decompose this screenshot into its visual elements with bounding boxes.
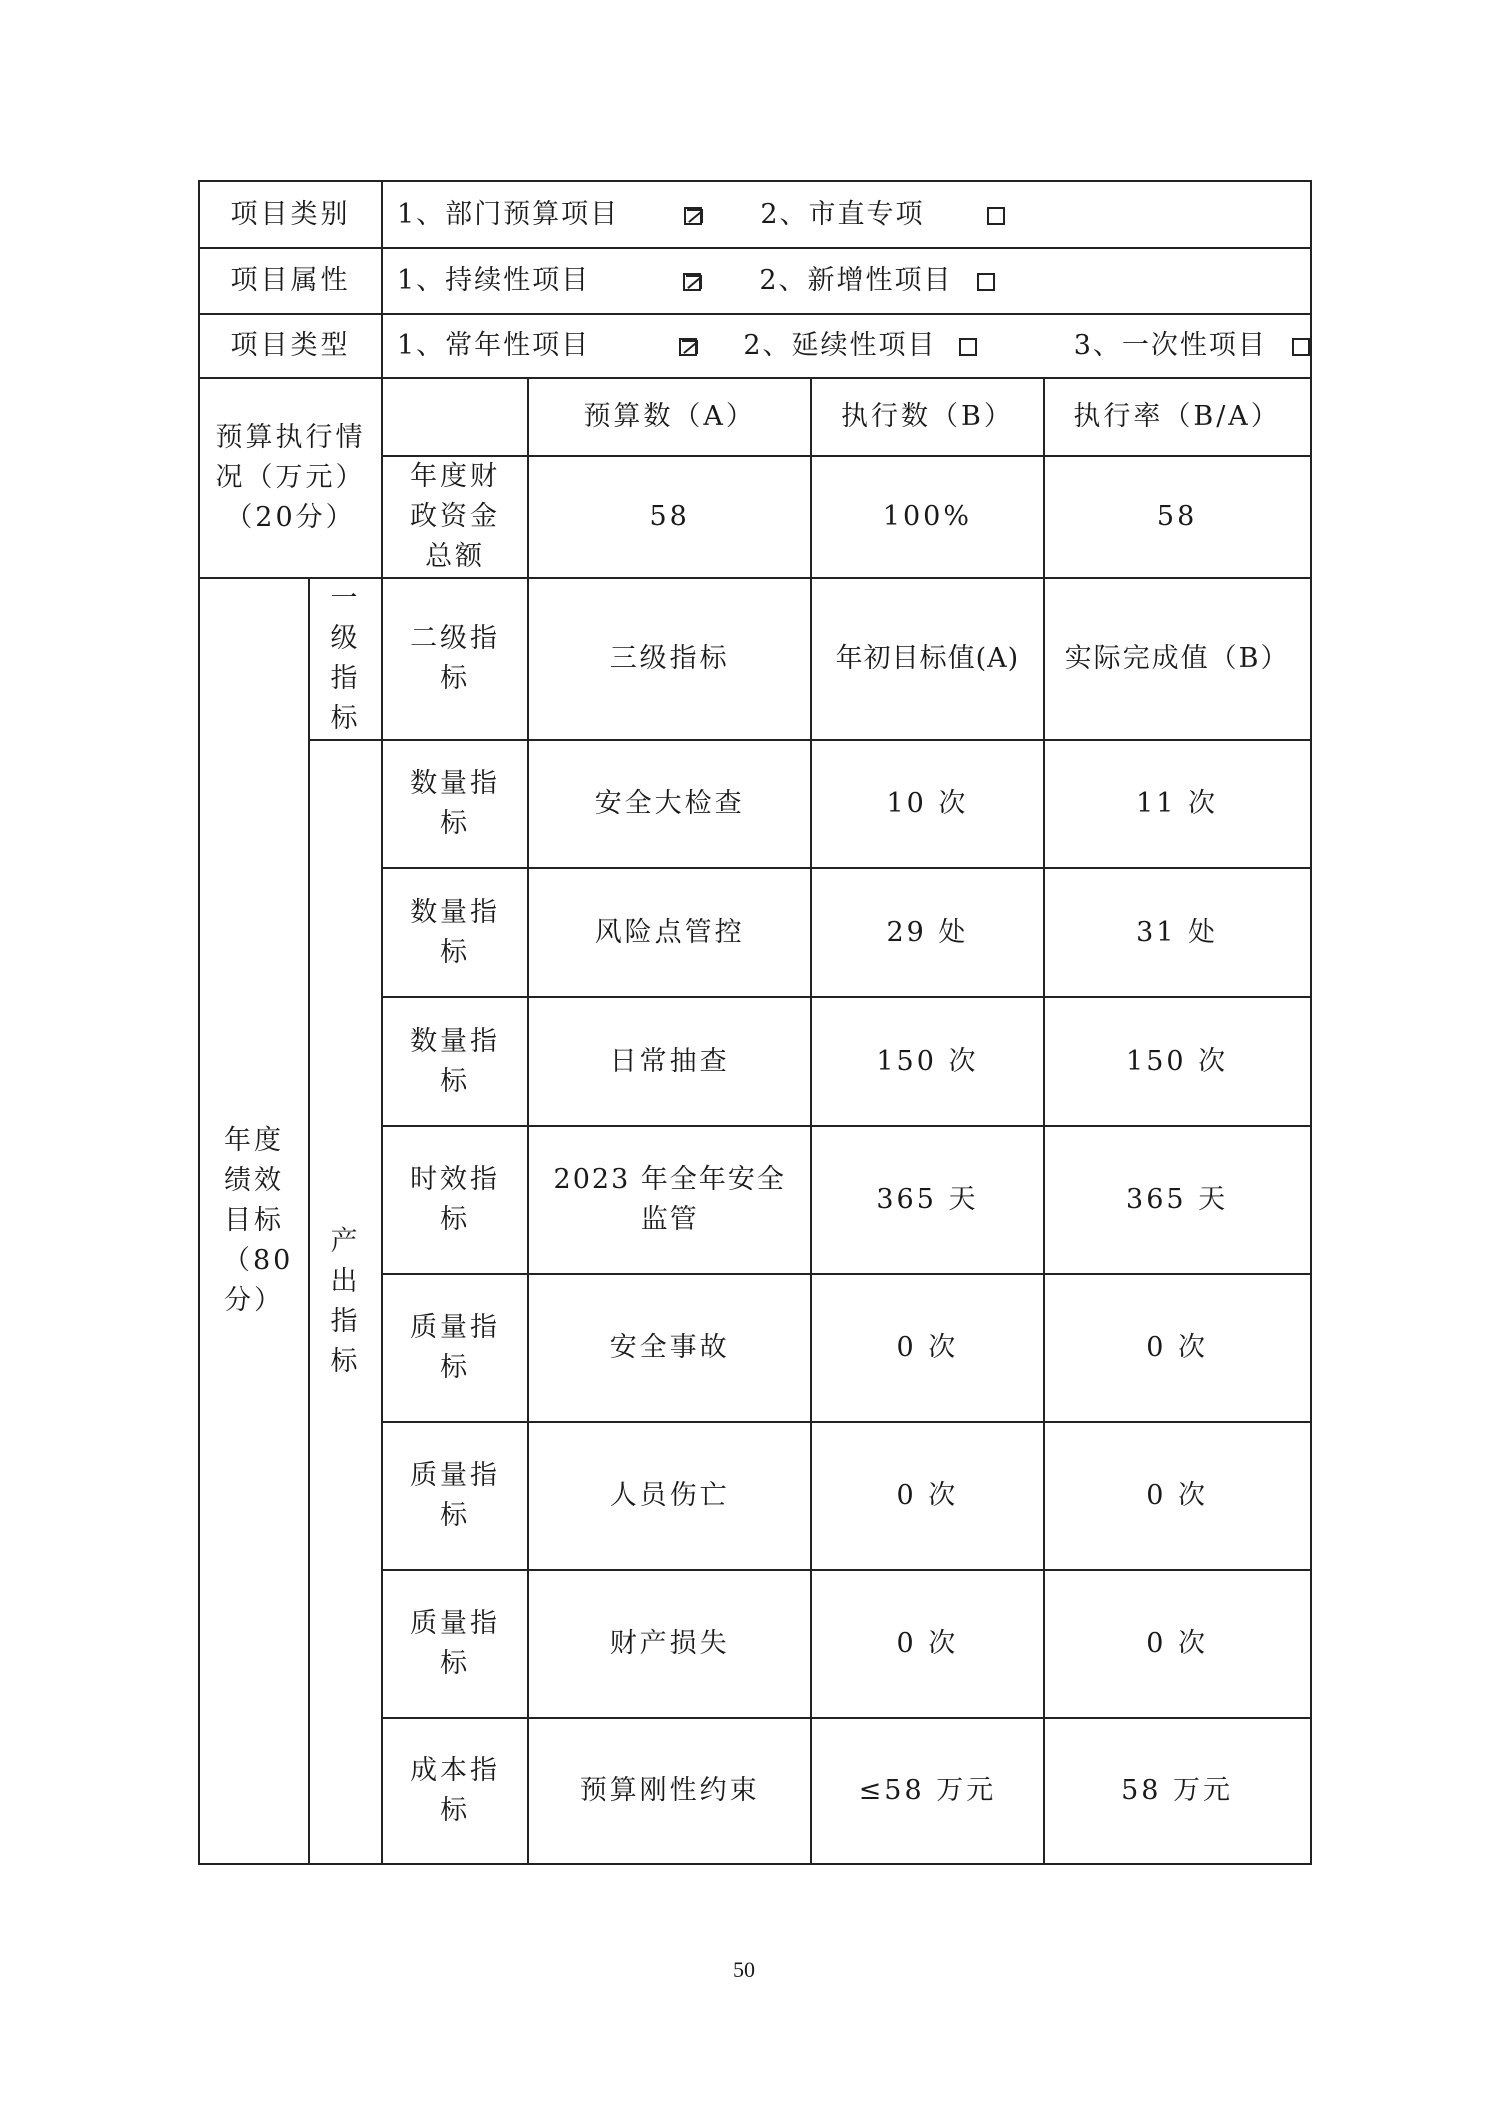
level3-cell: 预算刚性约束: [528, 1718, 811, 1864]
page-number: 50: [733, 1957, 755, 1982]
option-text: 3、一次性项目: [1073, 330, 1267, 361]
level3-cell: 风险点管控: [528, 868, 811, 997]
actual-cell: 365 天: [1044, 1126, 1311, 1274]
level2-cell: 成本指标: [382, 1718, 528, 1864]
level3-cell: 2023 年全年安全监管: [528, 1126, 811, 1274]
budget-value-b: 100%: [811, 456, 1043, 578]
performance-section-label: 年度绩效目标（80分）: [199, 578, 309, 1864]
actual-header: 实际完成值（B）: [1044, 578, 1311, 740]
performance-table: [198, 180, 1312, 1865]
level2-cell: 数量指标: [382, 868, 528, 997]
project-type-options: [382, 314, 1311, 378]
level3-cell: 日常抽查: [528, 997, 811, 1126]
budget-value-rate: 58: [1044, 456, 1311, 578]
checkbox-empty-icon[interactable]: [977, 273, 995, 291]
project-category-options: [382, 181, 1311, 248]
budget-header-a: 预算数（A）: [528, 378, 811, 456]
project-attribute-options: [382, 248, 1311, 314]
level3-cell: 财产损失: [528, 1570, 811, 1718]
level2-cell: 质量指标: [382, 1274, 528, 1422]
target-cell: 0 次: [811, 1274, 1043, 1422]
project-type-label: 项目类型: [199, 314, 382, 378]
target-cell: 150 次: [811, 997, 1043, 1126]
budget-section-label: [199, 378, 382, 578]
option-text: 2、延续性项目: [743, 330, 937, 361]
level1-value: 产出指标: [309, 740, 382, 1864]
level2-header: 二级指标: [382, 578, 528, 740]
target-cell: 10 次: [811, 740, 1043, 868]
checkbox-empty-icon[interactable]: [1292, 338, 1310, 356]
option-text: 1、持续性项目: [397, 265, 591, 296]
project-category-label: 项目类别: [199, 181, 382, 248]
target-cell: ≤58 万元: [811, 1718, 1043, 1864]
checkbox-empty-icon[interactable]: [987, 207, 1005, 225]
budget-row-label: 年度财政资金总额: [382, 456, 528, 578]
level3-cell: 安全事故: [528, 1274, 811, 1422]
budget-header-rate: 执行率（B/A）: [1044, 378, 1311, 456]
actual-cell: 150 次: [1044, 997, 1311, 1126]
level2-cell: 质量指标: [382, 1422, 528, 1570]
actual-cell: 0 次: [1044, 1422, 1311, 1570]
target-cell: 29 处: [811, 868, 1043, 997]
option-text: 2、新增性项目: [759, 265, 953, 296]
level2-cell: 数量指标: [382, 997, 528, 1126]
checkbox-checked-icon[interactable]: [683, 273, 701, 291]
actual-cell: 11 次: [1044, 740, 1311, 868]
target-cell: 365 天: [811, 1126, 1043, 1274]
actual-cell: 0 次: [1044, 1570, 1311, 1718]
level3-header: 三级指标: [528, 578, 811, 740]
budget-header-b: 执行数（B）: [811, 378, 1043, 456]
level1-header: 一级指标: [309, 578, 382, 740]
budget-value-a: 58: [528, 456, 811, 578]
option-text: 1、部门预算项目: [397, 198, 620, 230]
checkbox-empty-icon[interactable]: [959, 338, 977, 356]
option-text: 1、常年性项目: [397, 330, 591, 361]
level2-cell: 时效指标: [382, 1126, 528, 1274]
target-header: 年初目标值(A): [811, 578, 1043, 740]
target-cell: 0 次: [811, 1422, 1043, 1570]
level2-cell: 数量指标: [382, 740, 528, 868]
target-cell: 0 次: [811, 1570, 1043, 1718]
budget-blank-cell: [382, 378, 528, 456]
option-text: 2、市直专项: [760, 198, 925, 230]
actual-cell: 0 次: [1044, 1274, 1311, 1422]
checkbox-checked-icon[interactable]: [679, 338, 697, 356]
checkbox-checked-icon[interactable]: [684, 207, 702, 225]
level2-cell: 质量指标: [382, 1570, 528, 1718]
level3-cell: 人员伤亡: [528, 1422, 811, 1570]
level3-cell: 安全大检查: [528, 740, 811, 868]
project-attribute-label: 项目属性: [199, 248, 382, 314]
actual-cell: 58 万元: [1044, 1718, 1311, 1864]
budget-label-text: 预算执行情况（万元）（20分）: [215, 422, 366, 533]
actual-cell: 31 处: [1044, 868, 1311, 997]
